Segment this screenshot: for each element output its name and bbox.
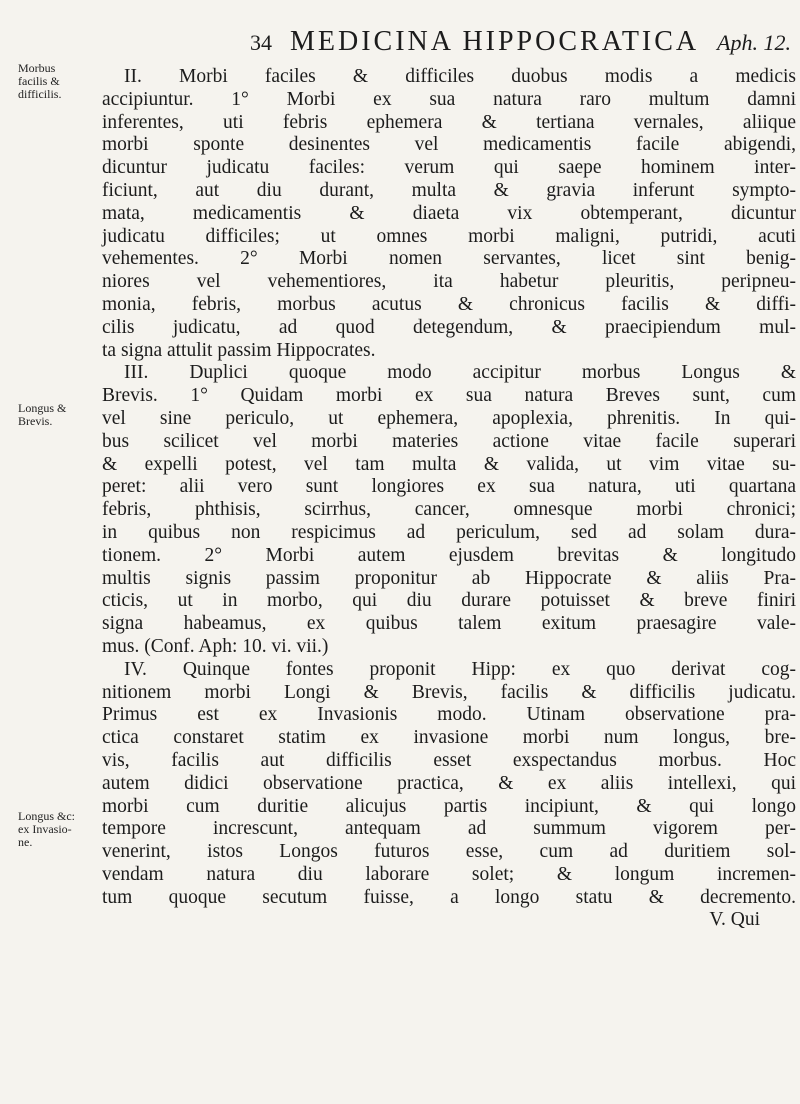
- margin-note-line: ex Invasio-: [18, 822, 72, 836]
- text-line: ficiunt, aut diu durant, multa & gravia inferunt sympto-: [102, 179, 796, 201]
- text-line: in quibus non respicimus ad periculum, sed ad solam dura-: [102, 521, 796, 543]
- text-line: bus scilicet vel morbi materies actione vitae facile superari: [102, 430, 796, 452]
- running-title: MEDICINA HIPPOCRATICA: [290, 26, 700, 57]
- text-line: tempore increscunt, antequam ad summum vigorem per-: [102, 818, 796, 840]
- running-head: [250, 26, 795, 60]
- margin-note-line: Longus &: [18, 401, 67, 415]
- text-line: vel sine periculo, ut ephemera, apoplexia, phrenitis. In qui-: [102, 407, 796, 429]
- text-line: IV. Quinque fontes proponit Hipp: ex quo derivat cog-: [124, 658, 796, 680]
- text-line: cticis, ut in morbo, qui diu durare potuisset & breve finiri: [102, 590, 796, 612]
- text-line: III. Duplici quoque modo accipitur morbus Longus &: [124, 362, 796, 384]
- text-line: vendam natura diu laborare solet; & longum incremen-: [102, 863, 796, 885]
- margin-note-line: ne.: [18, 835, 33, 849]
- text-line: niores vel vehementiores, ita habetur pleuritis, peripneu-: [102, 271, 796, 293]
- text-line: morbi sponte desinentes vel medicamentis facile abigendi,: [102, 134, 796, 156]
- margin-note-line: facilis &: [18, 74, 60, 88]
- text-line: Primus est ex Invasionis modo. Utinam observatione pra-: [102, 704, 796, 726]
- text-line: mata, medicamentis & diaeta vix obtemperant, dicuntur: [102, 202, 796, 224]
- text-line: Brevis. 1° Quidam morbi ex sua natura Breves sunt, cum: [102, 385, 796, 407]
- text-line: peret: alii vero sunt longiores ex sua natura, uti quartana: [102, 476, 796, 498]
- page-number: 34: [250, 30, 272, 55]
- text-line: ctica constaret statim ex invasione morbi num longus, bre-: [102, 727, 796, 749]
- text-line: ta signa attulit passim Hippocrates.: [102, 339, 376, 361]
- text-line: cilis judicatu, ad quod detegendum, & praecipiendum mul-: [102, 316, 796, 338]
- aphorism-reference: Aph. 12.: [717, 30, 791, 55]
- paragraph-iv: [102, 659, 796, 910]
- text-line: accipiuntur. 1° Morbi ex sua natura raro multum damni: [102, 88, 796, 110]
- text-line: inferentes, uti febris ephemera & tertiana vernales, aliique: [102, 111, 796, 133]
- margin-note-longus: [18, 402, 88, 428]
- text-line: II. Morbi faciles & difficiles duobus modis a medicis: [124, 66, 796, 87]
- catchword: V. Qui: [709, 909, 760, 931]
- body-text: [102, 66, 796, 932]
- text-line: tum quoque secutum fuisse, a longo statu & decremento.: [102, 886, 796, 908]
- text-line: mus. (Conf. Aph: 10. vi. vii.): [102, 635, 329, 657]
- text-line: signa habeamus, ex quibus talem exitum praesagire vale-: [102, 613, 796, 635]
- text-line: dicuntur judicatu faciles: verum qui saepe hominem inter-: [102, 157, 796, 179]
- margin-note-line: Morbus: [18, 61, 56, 75]
- text-line: venerint, istos Longos futuros esse, cum ad duritiem sol-: [102, 841, 796, 863]
- text-line: judicatu difficiles; ut omnes morbi maligni, putridi, acuti: [102, 225, 796, 247]
- paragraph-iii: [102, 362, 796, 658]
- text-line: morbi cum duritie alicujus partis incipiunt, & qui longo: [102, 795, 796, 817]
- margin-note-morbus: [18, 62, 88, 101]
- margin-note-line: Brevis.: [18, 414, 53, 428]
- text-line: nitionem morbi Longi & Brevis, facilis & difficilis judicatu.: [102, 681, 796, 703]
- margin-note-line: difficilis.: [18, 87, 62, 101]
- text-line: & expelli potest, vel tam multa & valida, ut vim vitae su-: [102, 453, 796, 475]
- paragraph-ii: [102, 66, 796, 362]
- text-line: monia, febris, morbus acutus & chronicus facilis & diffi-: [102, 293, 796, 315]
- margin-note-line: Longus &c:: [18, 809, 75, 823]
- text-line: vehementes. 2° Morbi nomen servantes, licet sint benig-: [102, 248, 796, 270]
- text-line: autem didici observatione practica, & ex aliis intellexi, qui: [102, 772, 796, 794]
- text-line: vis, facilis aut difficilis esset exspectandus morbus. Hoc: [102, 749, 796, 771]
- text-line: multis signis passim proponitur ab Hippocrate & aliis Pra-: [102, 567, 796, 589]
- text-line: tionem. 2° Morbi autem ejusdem brevitas & longitudo: [102, 544, 796, 566]
- margin-note-invasione: [18, 810, 88, 849]
- text-line: febris, phthisis, scirrhus, cancer, omnesque morbi chronici;: [102, 499, 796, 521]
